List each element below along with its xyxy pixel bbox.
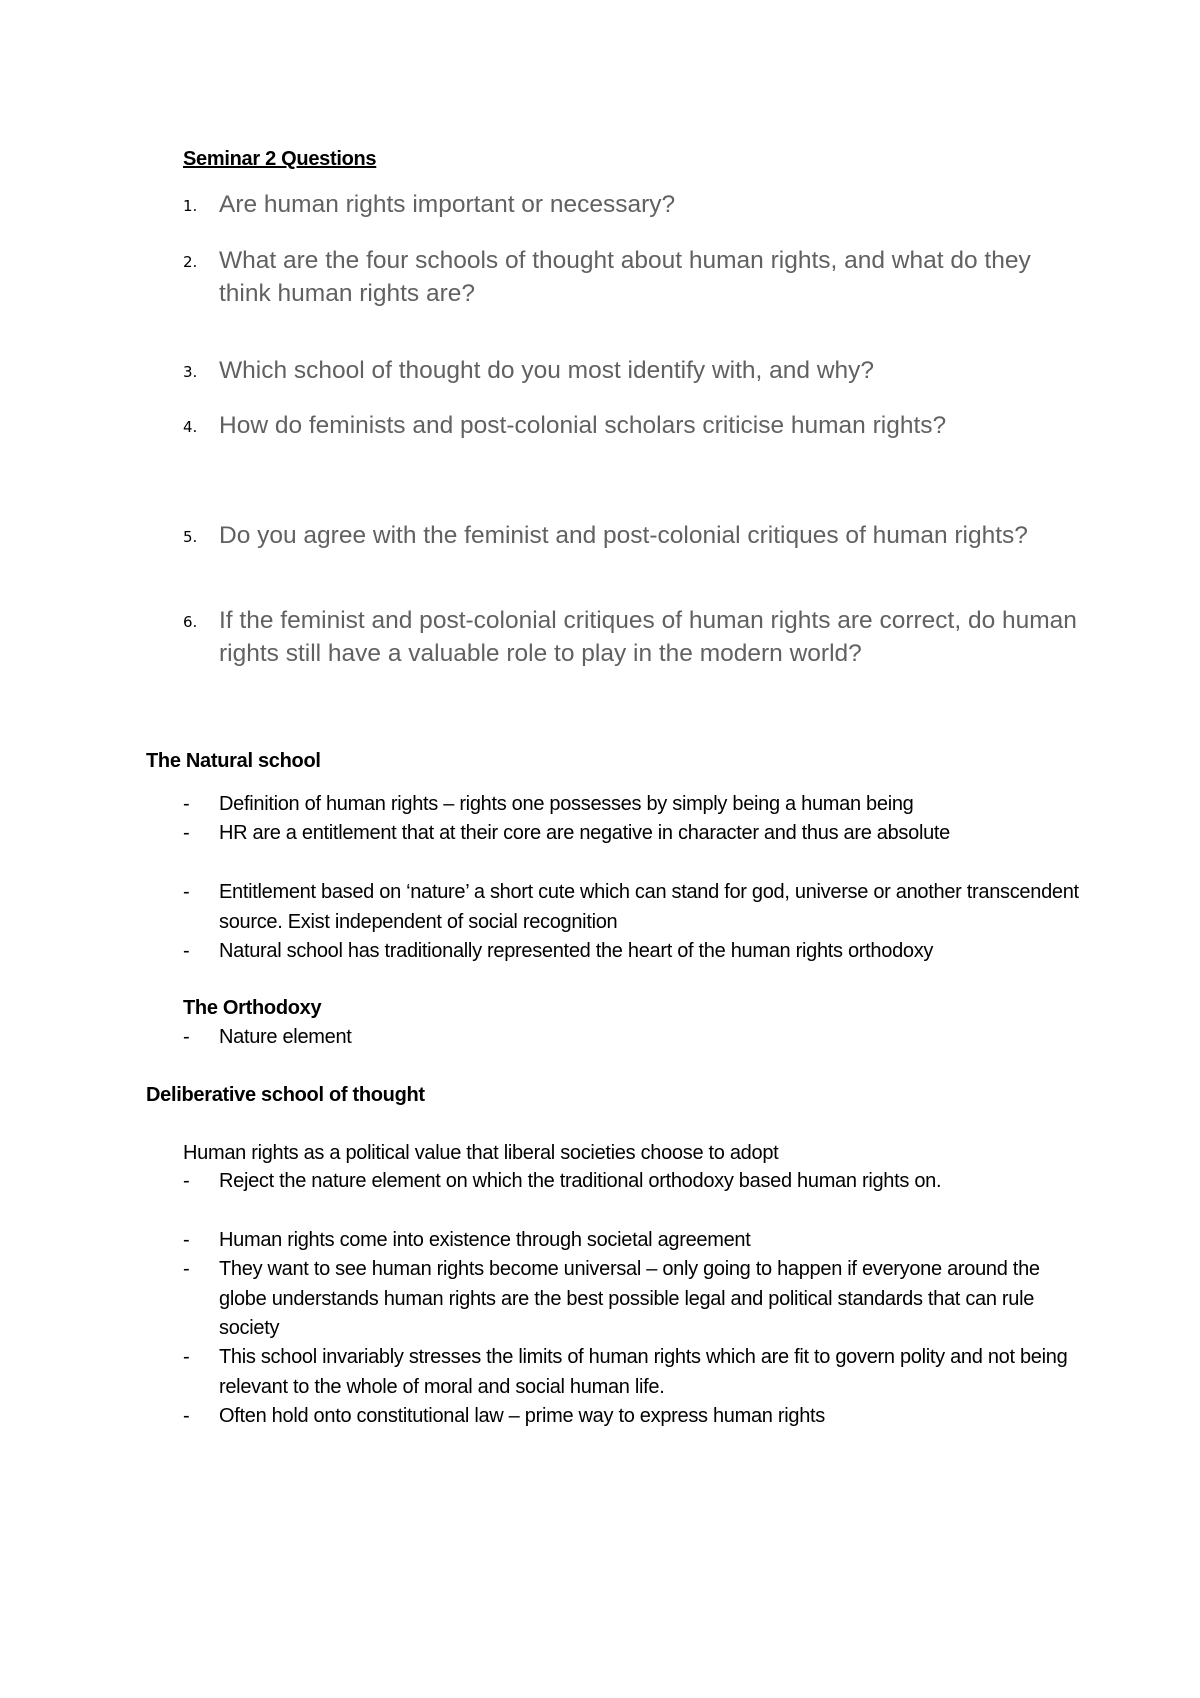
question-number: 3. (183, 363, 198, 381)
question-text: If the feminist and post-colonial critiques of human rights are correct, do human rights still have a valuable role to play in the modern world? (219, 607, 1077, 667)
question-text: Are human rights important or necessary? (219, 191, 676, 218)
question-text: Do you agree with the feminist and post-colonial critiques of human rights? (219, 522, 1028, 549)
bullet-text: Definition of human rights – rights one possesses by simply being a human being (219, 793, 914, 815)
question-number: 6. (183, 613, 198, 631)
question-text: Which school of thought do you most identify with, and why? (219, 357, 875, 384)
bullet-text: Reject the nature element on which the traditional orthodoxy based human rights on. (219, 1170, 942, 1192)
section-heading-natural: The Natural school (146, 750, 321, 772)
bullet-dash: - (183, 1229, 190, 1251)
bullet-dash: - (183, 1026, 190, 1048)
bullet-text: HR are a entitlement that at their core are negative in character and thus are absolute (219, 822, 951, 844)
question-number: 2. (183, 253, 198, 271)
bullet-text: They want to see human rights become universal – only going to happen if everyone around the globe understands human rights are the best possible legal and political standards that can rule society (219, 1258, 1040, 1339)
bullet-dash: - (183, 940, 190, 962)
bullet-dash: - (183, 822, 190, 844)
bullet-text: Nature element (219, 1026, 352, 1048)
bullet-dash: - (183, 793, 190, 815)
page-title: Seminar 2 Questions (183, 148, 377, 170)
bullet-text: Entitlement based on ‘nature’ a short cute which can stand for god, universe or another transcendent source. Exist independent of social recognition (219, 881, 1079, 933)
question-number: 4. (183, 418, 198, 436)
bullet-dash: - (183, 1346, 190, 1368)
bullet-dash: - (183, 1405, 190, 1427)
section-intro: Human rights as a political value that liberal societies choose to adopt (183, 1142, 779, 1164)
question-text: How do feminists and post-colonial scholars criticise human rights? (219, 412, 947, 439)
bullet-text: Human rights come into existence through societal agreement (219, 1229, 751, 1251)
question-number: 1. (183, 197, 198, 215)
bullet-text: Natural school has traditionally represented the heart of the human rights orthodoxy (219, 940, 934, 962)
bullet-dash: - (183, 1258, 190, 1280)
section-heading-deliberative: Deliberative school of thought (146, 1084, 425, 1106)
question-text: What are the four schools of thought about human rights, and what do they think human rights are? (219, 247, 1031, 307)
bullet-dash: - (183, 881, 190, 903)
bullet-text: Often hold onto constitutional law – prime way to express human rights (219, 1405, 825, 1427)
section-heading-orthodoxy: The Orthodoxy (183, 997, 322, 1019)
bullet-dash: - (183, 1170, 190, 1192)
bullet-text: This school invariably stresses the limits of human rights which are fit to govern polity and not being relevant to the whole of moral and social human life. (219, 1346, 1068, 1398)
question-number: 5. (183, 528, 198, 546)
